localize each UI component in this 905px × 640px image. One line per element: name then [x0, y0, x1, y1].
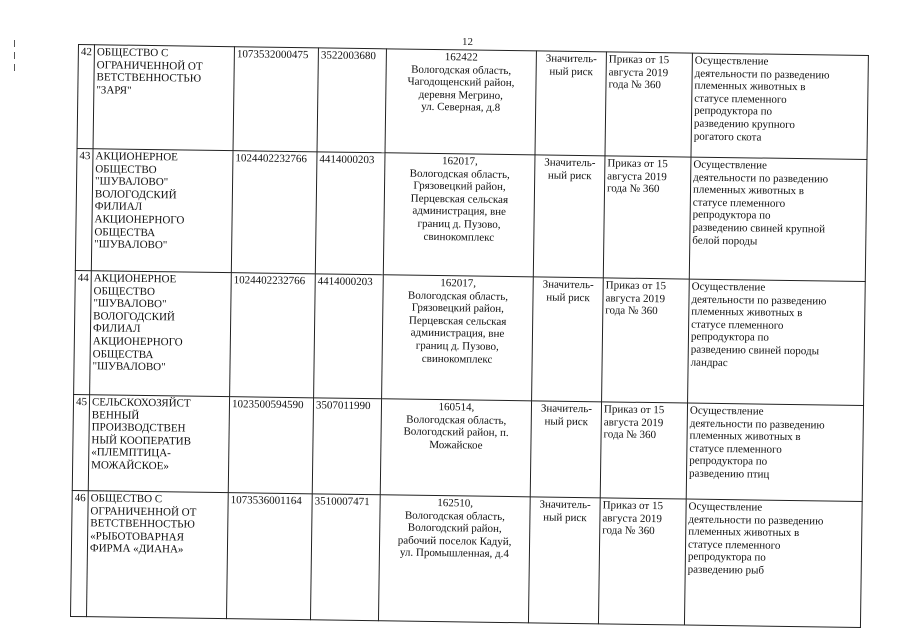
row-number-text: 46: [74, 491, 86, 505]
table-row: [77, 45, 868, 160]
row-number: [72, 394, 89, 490]
ogrn-cell-text: 1024402232766: [235, 152, 307, 166]
order-reference-cell-text: Приказ от 15 августа 2019 года № 360: [606, 157, 668, 196]
order-reference-cell: [605, 52, 692, 157]
address-cell-text: 162017, Вологодская область, Грязовецкий район, Перцевская сельская администрация, вне границ д. Пузово, свинокомплекс: [409, 155, 510, 244]
ogrn-cell: [230, 273, 316, 398]
address-cell: [385, 49, 536, 155]
row-number-text: 42: [80, 46, 92, 59]
activity-description-cell-text: Осуществление деятельности по разведению племенных животных в статусе племенного репродуктора по разведению птиц: [688, 404, 825, 481]
risk-category-cell: [530, 401, 601, 498]
address-cell-text: 162422 Вологодская область, Чагодощенский район, деревня Мегрино, ул. Северная, д.8: [407, 51, 515, 115]
ogrn-cell: [231, 151, 317, 274]
risk-category-cell-text: Значитель- ный риск: [542, 278, 594, 304]
risk-category-cell-text: Значитель- ный риск: [540, 402, 593, 428]
row-number: [71, 490, 89, 616]
order-reference-cell: [600, 402, 687, 499]
organization-name-text: АКЦИОНЕРНОЕ ОБЩЕСТВО "ШУВАЛОВО" ВОЛОГОДСКИЙ ФИЛИАЛ АКЦИОНЕРНОГО ОБЩЕСТВА "ШУВАЛОВО": [92, 272, 183, 374]
activity-description-cell: [684, 499, 862, 627]
address-cell: [378, 495, 530, 623]
activity-description-cell: [691, 53, 868, 159]
table-row: [72, 394, 863, 501]
inn-cell-text: 3510007471: [314, 495, 370, 509]
ogrn-cell: [233, 47, 318, 152]
activity-description-cell-text: Осуществление деятельности по разведению племенных животных в статусе племенного репродуктора по разведению крупного рогатого скота: [693, 54, 830, 144]
inn-cell-text: 4414000203: [319, 153, 375, 167]
activity-description-cell-text: Осуществление деятельности по разведению племенных животных в статусе племенного репродуктора по разведению рыб: [687, 500, 824, 577]
order-reference-cell: [603, 156, 691, 279]
page-number: 12: [462, 36, 473, 48]
address-cell-text: 162017, Вологодская область, Грязовецкий район, Перцевская сельская администрация, вне границ д. Пузово, свинокомплекс: [407, 277, 509, 366]
row-number: [75, 148, 93, 270]
inn-cell: [315, 152, 385, 275]
ogrn-cell: [226, 493, 312, 620]
table-row: [75, 148, 867, 281]
address-cell: [380, 399, 531, 497]
organization-name-text: ОБЩЕСТВО С ОГРАНИЧЕННОЙ ОТ ВЕТСТВЕННОСТЬЮ «РЫБОТОВАРНАЯ ФИРМА «ДИАНА»: [89, 492, 197, 556]
inn-cell-text: 3507011990: [315, 399, 371, 413]
order-reference-cell-text: Приказ от 15 августа 2019 года № 360: [605, 279, 667, 318]
ogrn-cell-text: 1073532000475: [236, 48, 309, 62]
row-number-text: 43: [79, 150, 91, 163]
risk-category-cell: [533, 155, 605, 278]
margin-marks: [14, 40, 18, 76]
activity-description-cell-text: Осуществление деятельности по разведению племенных животных в статусе племенного репродуктора по разведению свиней породы ландрас: [690, 280, 827, 369]
row-number-text: 45: [75, 396, 88, 409]
activity-description-cell: [688, 279, 866, 405]
risk-category-cell: [535, 51, 606, 156]
row-number-text: 44: [77, 272, 89, 285]
document-scan: [70, 44, 868, 628]
risk-category-cell-text: Значитель- ный риск: [545, 52, 597, 78]
inn-cell-text: 4414000203: [317, 275, 373, 289]
inn-cell: [314, 274, 384, 399]
table-row: [74, 270, 866, 405]
table-body: [71, 45, 869, 628]
address-cell-text: 160514, Вологодская область, Вологодский район, п. Можайское: [403, 401, 509, 452]
row-number: [77, 45, 94, 149]
address-cell: [383, 153, 535, 277]
order-reference-cell: [602, 278, 690, 403]
risk-category-cell-text: Значитель- ный риск: [544, 156, 596, 182]
inn-cell: [312, 398, 381, 495]
order-reference-cell-text: Приказ от 15 августа 2019 года № 360: [602, 499, 664, 538]
organization-name: [93, 45, 234, 151]
risk-category-cell-text: Значитель- ный риск: [539, 498, 591, 524]
order-reference-cell-text: Приказ от 15 августа 2019 года № 360: [603, 403, 665, 442]
organization-name-text: СЕЛЬСКОХОЗЯЙСТ ВЕННЫЙ ПРОИЗВОДСТВЕН НЫЙ КООПЕРАТИВ «ПЛЕМПТИЦА- МОЖАЙСКОЕ»: [91, 396, 192, 473]
order-reference-cell: [598, 498, 686, 625]
order-reference-cell-text: Приказ от 15 августа 2019 года № 360: [608, 53, 670, 92]
inn-cell-text: 3522003680: [320, 49, 376, 63]
organization-name: [90, 271, 232, 397]
activity-description-cell: [686, 403, 863, 501]
activity-description-cell: [689, 157, 867, 281]
inn-cell: [310, 494, 380, 621]
organization-name: [91, 149, 233, 273]
ogrn-cell-text: 1024402232766: [233, 274, 306, 288]
organization-name: [87, 491, 229, 619]
organization-name: [88, 395, 229, 493]
registry-table: [70, 44, 869, 628]
ogrn-cell-text: 1073536001164: [230, 494, 302, 508]
organization-name-text: АКЦИОНЕРНОЕ ОБЩЕСТВО "ШУВАЛОВО" ВОЛОГОДСКИЙ ФИЛИАЛ АКЦИОНЕРНОГО ОБЩЕСТВА "ШУВАЛОВО": [94, 150, 185, 252]
organization-name-text: ОБЩЕСТВО С ОГРАНИЧЕННОЙ ОТ ВЕТСТВЕННОСТЬЮ "ЗАРЯ": [96, 46, 203, 97]
risk-category-cell: [528, 497, 600, 624]
ogrn-cell: [228, 397, 313, 494]
row-number: [74, 270, 92, 394]
table-row: [71, 490, 863, 627]
activity-description-cell-text: Осуществление деятельности по разведению племенных животных в статусе племенного репродуктора по разведению свиней крупной белой породы: [692, 158, 829, 248]
risk-category-cell: [532, 277, 604, 402]
inn-cell: [317, 48, 386, 153]
address-cell-text: 162510, Вологодская область, Вологодский район, рабочий поселок Кадуй, ул. Промышленная, д.4: [397, 497, 512, 561]
address-cell: [382, 275, 534, 401]
ogrn-cell-text: 1023500594590: [231, 398, 304, 412]
